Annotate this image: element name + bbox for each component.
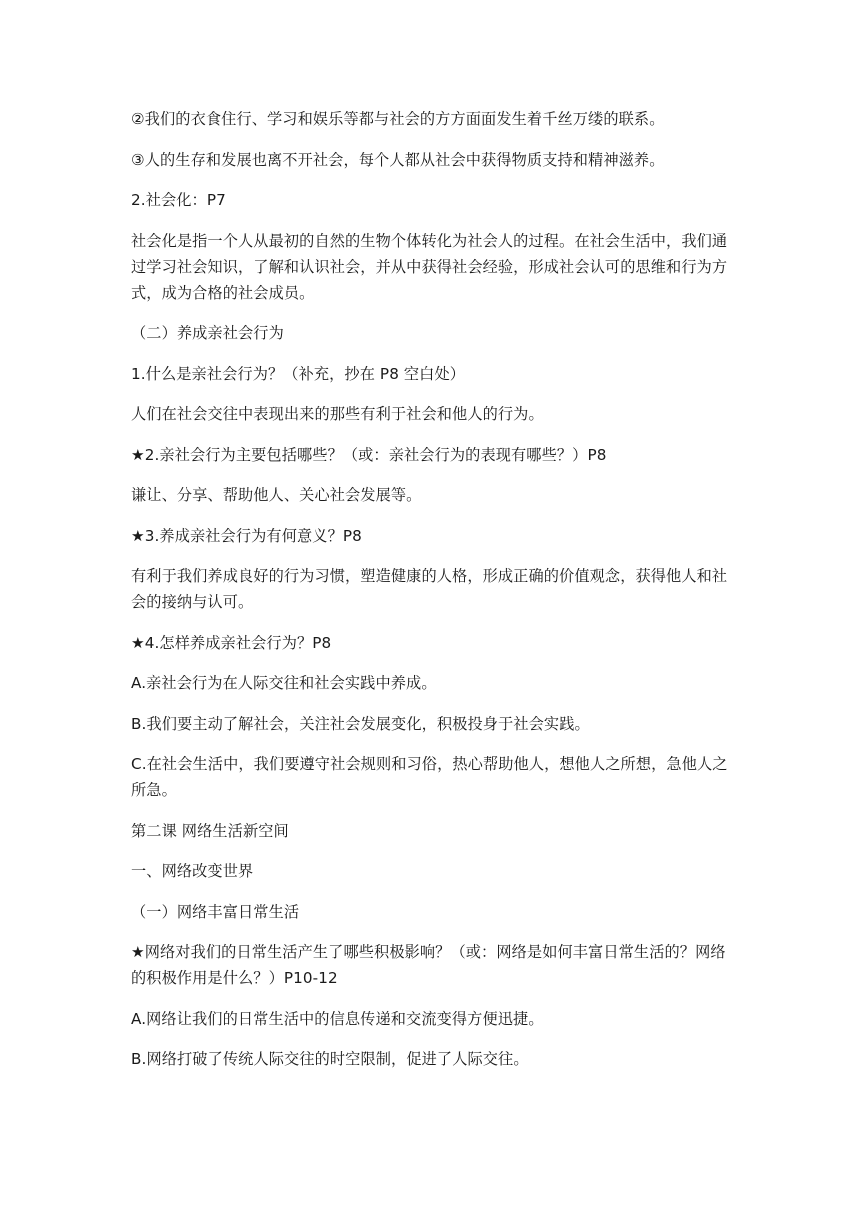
answer-prosocial-types: 谦让、分享、帮助他人、关心社会发展等。 [131, 486, 422, 504]
heading-prosocial-behavior: （二）养成亲社会行为 [131, 324, 284, 342]
question-what-is-prosocial: 1.什么是亲社会行为？（补充，抄在 P8 空白处） [131, 364, 466, 383]
answer-point-c: C.在社会生活中，我们要遵守社会规则和习俗，热心帮助他人，想他人之所想，急他人之所急。 [131, 755, 728, 799]
paragraph-socialization-definition: 社会化是指一个人从最初的自然的生物个体转化为社会人的过程。在社会生活中，我们通过学习社会知识，了解和认识社会，并从中获得社会经验，形成社会认可的思维和行为方式，成为合格的社会成员。 [131, 231, 728, 302]
section-network-changes-world: 一、网络改变世界 [131, 862, 254, 880]
question-network-impact: ★网络对我们的日常生活产生了哪些积极影响？（或：网络是如何丰富日常生活的？网络的积极作用是什么？）P10-12 [131, 943, 726, 987]
document-body [131, 106, 731, 1087]
paragraph-survival-development: ③人的生存和发展也离不开社会，每个人都从社会中获得物质支持和精神滋养。 [131, 150, 665, 169]
network-point-b: B.网络打破了传统人际交往的时空限制，促进了人际交往。 [131, 1050, 529, 1068]
answer-prosocial-meaning: 有利于我们养成良好的行为习惯，塑造健康的人格，形成正确的价值观念，获得他人和社会的接纳与认可。 [131, 567, 728, 611]
question-how-to-develop: ★4.怎样养成亲社会行为？P8 [131, 633, 332, 652]
subsection-network-enriches-life: （一）网络丰富日常生活 [131, 902, 300, 921]
question-prosocial-meaning: ★3.养成亲社会行为有何意义？P8 [131, 526, 362, 545]
paragraph-social-connections: ②我们的衣食住行、学习和娱乐等都与社会的方方面面发生着千丝万缕的联系。 [131, 110, 665, 128]
lesson-two-title: 第二课 网络生活新空间 [131, 821, 289, 840]
heading-socialization: 2.社会化：P7 [131, 191, 226, 209]
answer-what-is-prosocial: 人们在社会交往中表现出来的那些有利于社会和他人的行为。 [131, 405, 544, 423]
answer-point-b: B.我们要主动了解社会，关注社会发展变化，积极投身于社会实践。 [131, 714, 590, 733]
question-prosocial-types: ★2.亲社会行为主要包括哪些？（或：亲社会行为的表现有哪些？）P8 [131, 445, 607, 464]
network-point-a: A.网络让我们的日常生活中的信息传递和交流变得方便迅捷。 [131, 1009, 544, 1028]
answer-point-a: A.亲社会行为在人际交往和社会实践中养成。 [131, 674, 437, 692]
